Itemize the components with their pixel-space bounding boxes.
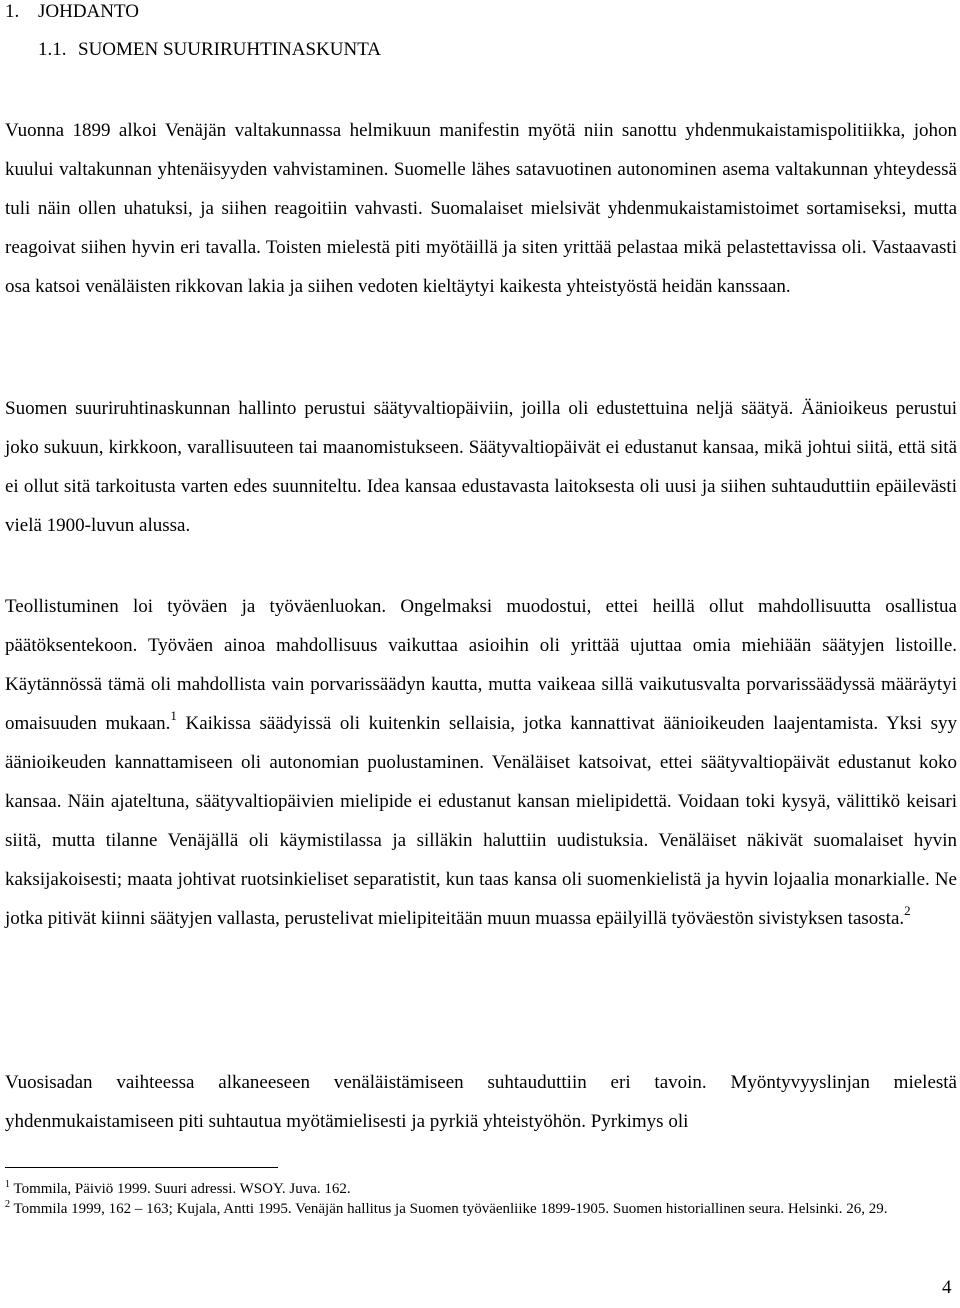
page-number: 4	[942, 1277, 952, 1298]
footnote-ref-2: 2	[904, 903, 911, 918]
footnote-2-text: Tommila 1999, 162 – 163; Kujala, Antti 1995. Venäjän hallitus ja Suomen työväenliike 1899-1905. Suomen historiallinen seura. Helsinki. 26, 29.	[13, 1201, 888, 1217]
paragraph-4: Vuosisadan vaihteessa alkaneeseen venäläistämiseen suhtauduttiin eri tavoin. Myöntyvyyslinjan mielestä yhdenmukaistamiseen piti suhtautua myötämielisesti ja pyrkiä yhteistyöhön. Pyrkimys oli	[5, 1072, 957, 1132]
footnote-1-number: 1	[5, 1179, 10, 1190]
section-number: 1.1.	[38, 39, 67, 60]
footnote-1-text: Tommila, Päiviö 1999. Suuri adressi. WSOY. Juva. 162.	[13, 1181, 351, 1197]
section-title: SUOMEN SUURIRUHTINASKUNTA	[78, 39, 382, 60]
chapter-heading	[5, 0, 139, 24]
paragraph-1: Vuonna 1899 alkoi Venäjän valtakunnassa helmikuun manifestin myötä niin sanottu yhdenmukaistamispolitiikka, johon kuului valtakunnan yhtenäisyyden vahvistaminen. Suomelle lähes satavuotinen autonominen asema valtakunnan yhteydessä tuli näin ollen uhatuksi, ja siihen reagoitiin vahvasti. Suomalaiset mielsivät yhdenmukaistamistoimet sortamiseksi, mutta reagoivat siihen hyvin eri tavalla. Toisten mielestä piti myötäillä ja siten yrittää pelastaa mikä pelastettavissa oli. Vastaavasti osa katsoi venäläisten rikkovan lakia ja siihen vedoten kieltäytyi kaikesta yhteistyöstä heidän kanssaan.	[5, 120, 957, 297]
section-heading	[38, 38, 381, 62]
paragraph-2: Suomen suuriruhtinaskunnan hallinto perustui säätyvaltiopäiviin, joilla oli edustettuina neljä säätyä. Äänioikeus perustui joko sukuun, kirkkoon, varallisuuteen tai maanomistukseen. Säätyvaltiopäivät ei edustanut kansaa, mikä johtui siitä, että sitä ei ollut sitä tarkoitusta varten edes suunniteltu. Idea kansaa edustavasta laitoksesta oli uusi ja siihen suhtauduttiin epäilevästi vielä 1900-luvun alussa.	[5, 398, 957, 536]
footnote-1	[5, 1180, 957, 1199]
footnote-2	[5, 1200, 957, 1219]
paragraph-3	[5, 587, 957, 938]
footnote-2-number: 2	[5, 1199, 10, 1210]
chapter-number: 1.	[5, 1, 20, 22]
paragraph-3-part-b: Kaikissa säädyissä oli kuitenkin sellaisia, jotka kannattivat äänioikeuden laajentamista. Yksi syy äänioikeuden kannattamiseen oli autonomian puolustaminen. Venäläiset katsoivat, ettei säätyvaltiopäivät edustanut koko kansaa. Näin ajateltuna, säätyvaltiopäivien mielipide ei edustanut kansan mielipidettä. Voidaan toki kysyä, välittikö keisari siitä, mutta tilanne Venäjällä oli käymistilassa ja silläkin haluttiin uudistuksia. Venäläiset näkivät suomalaiset hyvin kaksijakoisesti; maata johtivat ruotsinkieliset separatistit, kun taas kansa oli suomenkielistä ja hyvin lojaalia monarkialle. Ne jotka pitivät kiinni säätyjen vallasta, perustelivat mielipiteitään muun muassa epäilyillä työväestön sivistyksen tasosta.	[5, 713, 957, 929]
footnote-ref-1: 1	[170, 708, 177, 723]
footnote-divider	[5, 1167, 278, 1168]
paragraph-3-part-a: Teollistuminen loi työväen ja työväenluokan. Ongelmaksi muodostui, ettei heillä ollut mahdollisuutta osallistua päätöksentekoon. Työväen ainoa mahdollisuus vaikuttaa asioihin oli yrittää ujuttaa omia miehiään säätyjen listoille. Käytännössä tämä oli mahdollista vain porvarissäädyn kautta, mutta vaikeaa sillä vaikutusvalta porvarissäädyssä määräytyi omaisuuden mukaan.	[5, 596, 957, 734]
chapter-title: JOHDANTO	[38, 1, 139, 22]
